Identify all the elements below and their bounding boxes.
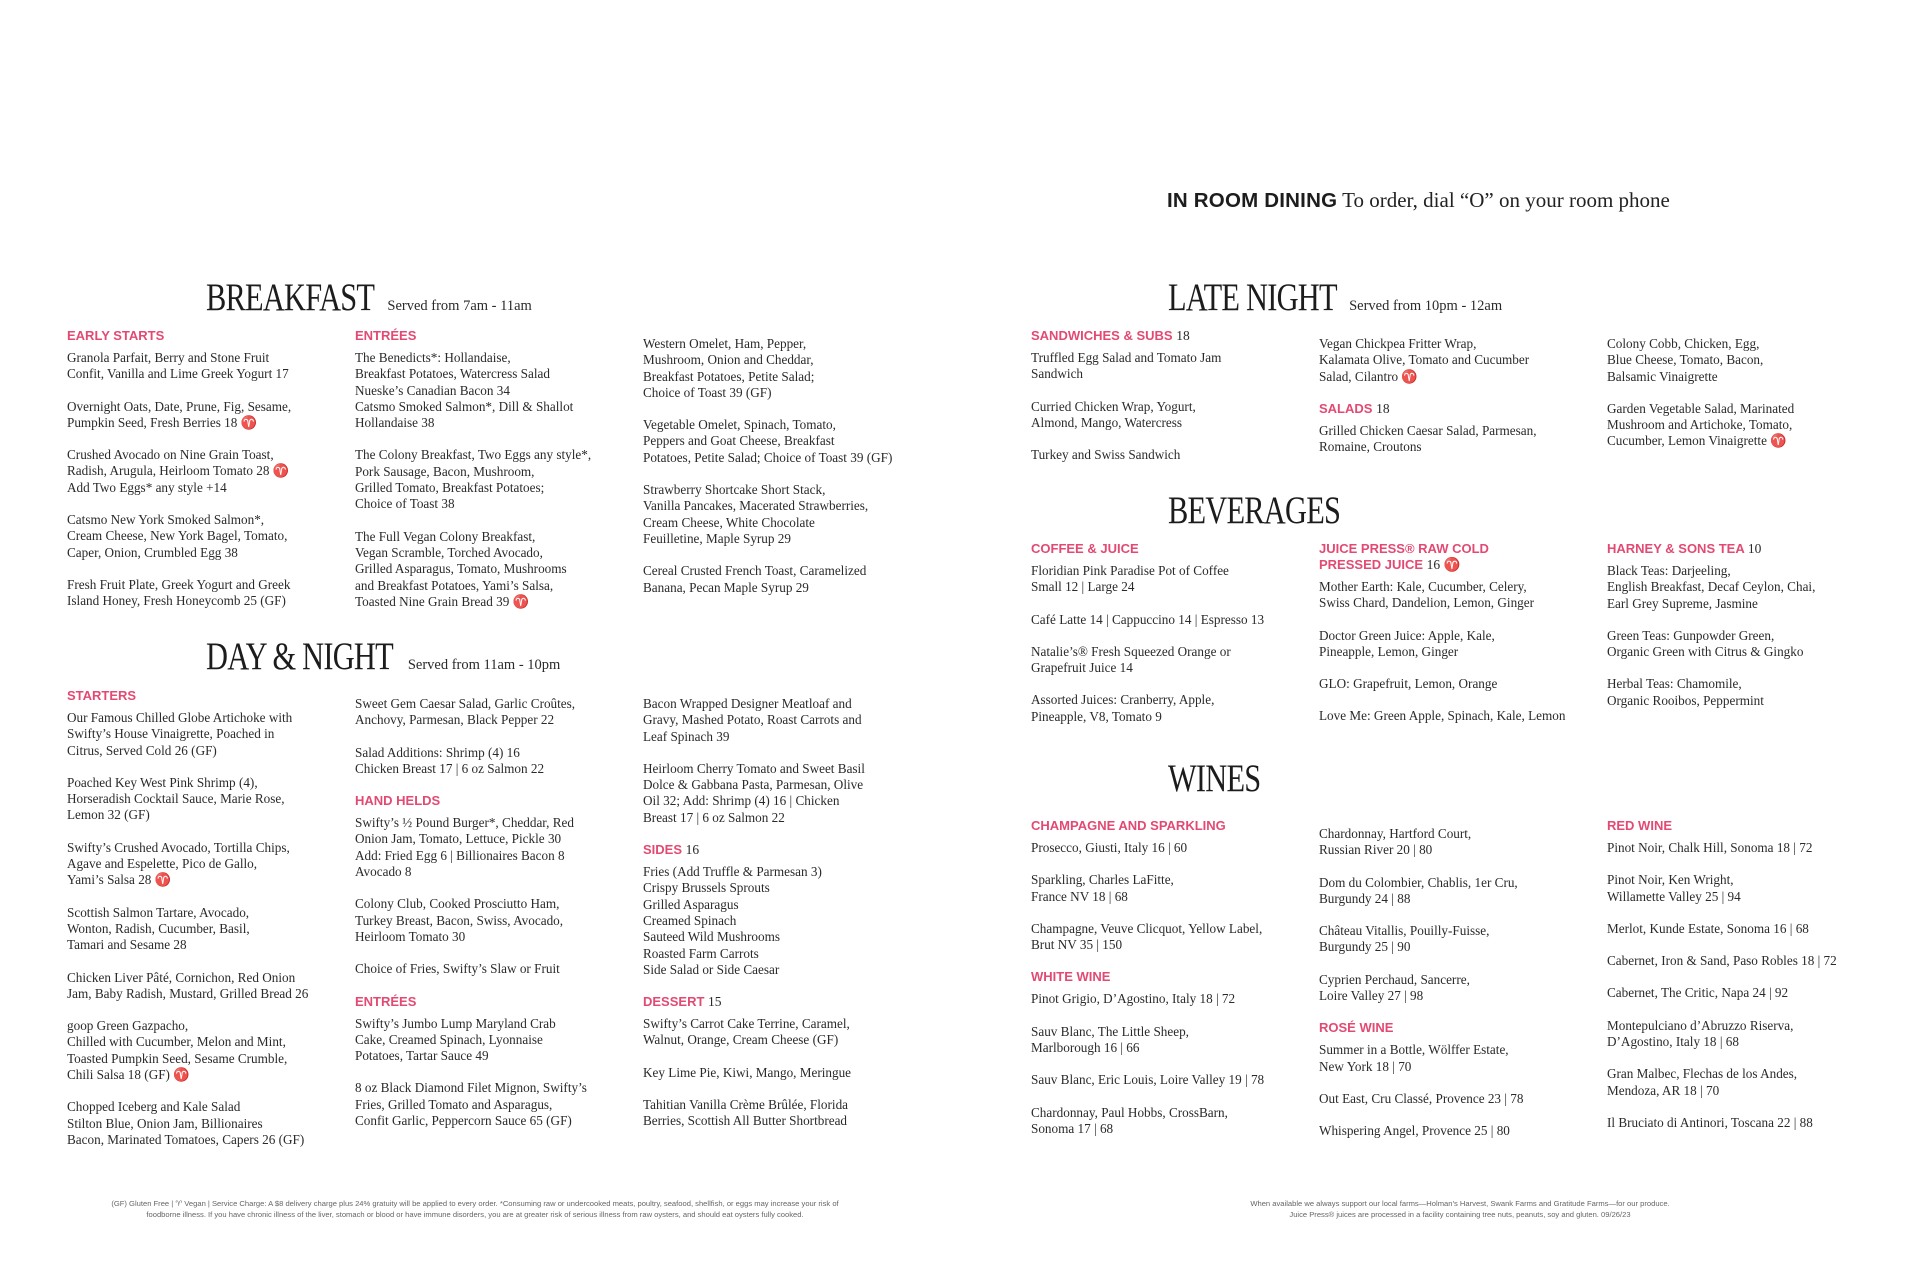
menu-item: Tahitian Vanilla Crème Brûlée, Florida Berries, Scottish All Butter Shortbread xyxy=(643,1097,849,1129)
category-label: ROSÉ WINE xyxy=(1319,1020,1394,1036)
day-night-title xyxy=(206,634,604,679)
menu-item: Scottish Salmon Tartare, Avocado, Wonton, Radish, Cucumber, Basil, Tamari and Sesame 28 xyxy=(67,904,250,953)
menu-item: Montepulciano d’Abruzzo Riserva, D’Agostino, Italy 18 | 68 xyxy=(1607,1017,1794,1050)
menu-item: Vegetable Omelet, Spinach, Tomato, Peppers and Goat Cheese, Breakfast Potatoes, Petite Salad; Choice of Toast 39 (GF) xyxy=(643,417,893,465)
menu-item: Turkey and Swiss Sandwich xyxy=(1031,447,1181,463)
category-label: STARTERS xyxy=(67,688,137,703)
late-night-column-2 xyxy=(1319,336,1589,471)
category-label: RED WINE xyxy=(1607,818,1672,833)
wines-heading: WINES xyxy=(1168,757,1261,800)
menu-item: The Full Vegan Colony Breakfast, Vegan Scramble, Torched Avocado, Grilled Asparagus, Tomato, Mushrooms and Breakfast Potatoes, Yami’s Salsa, Toasted Nine Grain Bread 39 ♈ xyxy=(355,528,567,609)
menu-item: Poached Key West Pink Shrimp (4), Horseradish Cocktail Sauce, Marie Rose, Lemon 32 (GF) xyxy=(67,774,285,823)
menu-item: Western Omelet, Ham, Pepper, Mushroom, Onion and Cheddar, Breakfast Potatoes, Petite Salad; Choice of Toast 39 (GF) xyxy=(643,336,815,400)
breakfast-entrees xyxy=(355,328,625,626)
menu-item: Out East, Cru Classé, Provence 23 | 78 xyxy=(1319,1090,1524,1106)
wines-title xyxy=(1168,756,1286,801)
category-label: COFFEE & JUICE xyxy=(1031,541,1139,556)
breakfast-hours: Served from 7am - 11am xyxy=(387,298,532,314)
category-label: ENTRÉES xyxy=(355,328,417,343)
menu-item: Choice of Fries, Swifty’s Slaw or Fruit xyxy=(355,961,560,977)
menu-item: GLO: Grapefruit, Lemon, Orange xyxy=(1319,676,1498,692)
beverages-heading: BEVERAGES xyxy=(1168,489,1341,532)
beverages-tea xyxy=(1607,541,1877,725)
menu-item: The Colony Breakfast, Two Eggs any style*, Pork Sausage, Bacon, Mushroom, Grilled Tomato, Breakfast Potatoes; Choice of Toast 38 xyxy=(355,447,592,512)
menu-item: Colony Club, Cooked Prosciutto Ham, Turkey Breast, Bacon, Swiss, Avocado, Heirloom Tomato 30 xyxy=(355,896,564,944)
menu-item: Swifty’s Carrot Cake Terrine, Caramel, Walnut, Orange, Cream Cheese (GF) xyxy=(643,1016,850,1048)
category-label: ENTRÉES xyxy=(355,993,417,1009)
category-label: CHAMPAGNE AND SPARKLING xyxy=(1031,818,1226,833)
breakfast-title xyxy=(206,275,572,320)
menu-item: Prosecco, Giusti, Italy 16 | 60 xyxy=(1031,840,1188,855)
beverages-title xyxy=(1168,488,1389,533)
menu-item: Granola Parfait, Berry and Stone Fruit Confit, Vanilla and Lime Greek Yogurt 17 xyxy=(67,350,289,382)
menu-item: Fresh Fruit Plate, Greek Yogurt and Greek Island Honey, Fresh Honeycomb 25 (GF) xyxy=(67,576,291,609)
category-label: WHITE WINE xyxy=(1031,969,1111,985)
category-label: HAND HELDS xyxy=(355,793,441,809)
menu-item: Dom du Colombier, Chablis, 1er Cru, Burgundy 24 | 88 xyxy=(1319,874,1518,906)
menu-item: Green Teas: Gunpowder Green, Organic Green with Citrus & Gingko xyxy=(1607,627,1804,660)
late-night-sandwiches xyxy=(1031,328,1301,479)
menu-item: Curried Chicken Wrap, Yogurt, Almond, Mango, Watercress xyxy=(1031,398,1196,430)
beverages-coffee-juice xyxy=(1031,541,1301,741)
menu-item: Swifty’s ½ Pound Burger*, Cheddar, Red Onion Jam, Tomato, Lettuce, Pickle 30 Add: Fried Egg 6 | Billionaires Bacon 8 Avocado 8 xyxy=(355,815,575,880)
menu-item: Gran Malbec, Flechas de los Andes, Mendoza, AR 18 | 70 xyxy=(1607,1066,1798,1098)
menu-item: Love Me: Green Apple, Spinach, Kale, Lemon xyxy=(1319,708,1566,724)
day-night-column-2 xyxy=(355,696,625,1145)
footer-right-note: When available we always support our local farms—Holman’s Harvest, Swank Farms and Gratitude Farms—for our produce. Juice Press® juices are processed in a facility containing tree nuts, peanuts, soy and gluten. 09/26/23 xyxy=(1250,1199,1670,1219)
day-night-starters xyxy=(67,688,337,1164)
menu-item: Summer in a Bottle, Wölffer Estate, New York 18 | 70 xyxy=(1319,1042,1509,1074)
menu-item: Doctor Green Juice: Apple, Kale, Pineapple, Lemon, Ginger xyxy=(1319,627,1495,659)
menu-item: Assorted Juices: Cranberry, Apple, Pineapple, V8, Tomato 9 xyxy=(1031,692,1215,724)
category-label: EARLY STARTS xyxy=(67,328,165,343)
menu-item: Château Vitallis, Pouilly-Fuisse, Burgundy 25 | 90 xyxy=(1319,923,1490,955)
day-night-column-3 xyxy=(643,696,933,1146)
dessert-label: DESSERT 15 xyxy=(643,994,722,1010)
menu-item: Garden Vegetable Salad, Marinated Mushroom and Artichoke, Tomato, Cucumber, Lemon Vinaigrette ♈ xyxy=(1607,400,1795,449)
menu-item: Cabernet, Iron & Sand, Paso Robles 18 | 72 xyxy=(1607,953,1837,969)
menu-item: Grilled Chicken Caesar Salad, Parmesan, Romaine, Croutons xyxy=(1319,422,1537,455)
day-night-hours: Served from 11am - 10pm xyxy=(407,657,561,673)
sides-label: SIDES 16 xyxy=(643,842,700,858)
menu-item: Swifty’s Jumbo Lump Maryland Crab Cake, Creamed Spinach, Lyonnaise Potatoes, Tartar Sauce 49 xyxy=(355,1015,556,1064)
wines-column-1 xyxy=(1031,818,1301,1153)
menu-item: Salad Additions: Shrimp (4) 16 Chicken Breast 17 | 6 oz Salmon 22 xyxy=(355,744,545,776)
menu-item: goop Green Gazpacho, Chilled with Cucumber, Melon and Mint, Toasted Pumpkin Seed, Sesame Crumble, Chili Salsa 18 (GF) ♈ xyxy=(67,1018,288,1083)
sides-list: Fries (Add Truffle & Parmesan 3) Crispy Brussels Sprouts Grilled Asparagus Creamed Spinach Sauteed Wild Mushrooms Roasted Farm Carrots Side Salad or Side Caesar xyxy=(643,864,822,977)
juice-press-label: JUICE PRESS® RAW COLD PRESSED JUICE 16 ♈ xyxy=(1319,541,1489,572)
breakfast-column-3 xyxy=(643,336,933,612)
late-night-title xyxy=(1168,275,1543,320)
menu-item: Floridian Pink Paradise Pot of Coffee Small 12 | Large 24 xyxy=(1031,563,1229,595)
menu-item: Chardonnay, Paul Hobbs, CrossBarn, Sonoma 17 | 68 xyxy=(1031,1104,1228,1136)
menu-item: Café Latte 14 | Cappuccino 14 | Espresso 13 xyxy=(1031,611,1265,627)
menu-item: Chardonnay, Hartford Court, Russian River 20 | 80 xyxy=(1319,826,1472,858)
menu-item: Champagne, Veuve Clicquot, Yellow Label, Brut NV 35 | 150 xyxy=(1031,920,1263,953)
menu-item: Black Teas: Darjeeling, English Breakfast, Decaf Ceylon, Chai, Earl Grey Supreme, Jasmine xyxy=(1607,563,1816,611)
menu-item: Pinot Grigio, D’Agostino, Italy 18 | 72 xyxy=(1031,991,1236,1007)
tea-label: HARNEY & SONS TEA 10 xyxy=(1607,541,1762,556)
menu-item: Il Bruciato di Antinori, Toscana 22 | 88 xyxy=(1607,1114,1813,1130)
footer-left-disclaimer: (GF) Gluten Free | ♈ Vegan | Service Charge: A $8 delivery charge plus 24% gratuity will be applied to every order. *Consuming raw or undercooked meats, poultry, seafood, shellfish, or eggs may increase your risk of foodborne illness. If you have chronic illness of the liver, stomach or blood or have immune disorders, you are at greater risk of serious illness from raw oysters, and should eat oysters fully cooked. xyxy=(111,1199,839,1219)
menu-item: Key Lime Pie, Kiwi, Mango, Meringue xyxy=(643,1064,852,1080)
menu-item: Sauv Blanc, Eric Louis, Loire Valley 19 | 78 xyxy=(1031,1072,1265,1088)
menu-item: Strawberry Shortcake Short Stack, Vanilla Pancakes, Macerated Strawberries, Cream Cheese, White Chocolate Feuilletine, Maple Syrup 29 xyxy=(643,482,869,546)
in-room-dining-header xyxy=(1167,188,1867,213)
menu-item: Chicken Liver Pâté, Cornichon, Red Onion Jam, Baby Radish, Mustard, Grilled Bread 26 xyxy=(67,969,309,1001)
late-night-heading: LATE NIGHT xyxy=(1168,276,1337,319)
menu-item: Cyprien Perchaud, Sancerre, Loire Valley 27 | 98 xyxy=(1319,971,1470,1004)
menu-item: Truffled Egg Salad and Tomato Jam Sandwich xyxy=(1031,350,1222,382)
menu-item: Chopped Iceberg and Kale Salad Stilton Blue, Onion Jam, Billionaires Bacon, Marinated Tomatoes, Capers 26 (GF) xyxy=(67,1099,305,1147)
wines-column-3 xyxy=(1607,818,1887,1147)
menu-item: Whispering Angel, Provence 25 | 80 xyxy=(1319,1123,1510,1139)
menu-item: Herbal Teas: Chamomile, Organic Rooibos, Peppermint xyxy=(1607,676,1764,708)
menu-item: Pinot Noir, Chalk Hill, Sonoma 18 | 72 xyxy=(1607,840,1813,855)
menu-item: Sauv Blanc, The Little Sheep, Marlborough 16 | 66 xyxy=(1031,1023,1189,1056)
menu-item: Vegan Chickpea Fritter Wrap, Kalamata Olive, Tomato and Cucumber Salad, Cilantro ♈ xyxy=(1319,336,1530,384)
late-night-hours: Served from 10pm - 12am xyxy=(1349,298,1503,314)
menu-item: Pinot Noir, Ken Wright, Willamette Valley 25 | 94 xyxy=(1607,872,1741,904)
menu-item: Bacon Wrapped Designer Meatloaf and Gravy, Mashed Potato, Roast Carrots and Leaf Spinach 39 xyxy=(643,696,862,744)
beverages-juice-press xyxy=(1319,541,1589,741)
menu-item: Swifty’s Crushed Avocado, Tortilla Chips, Agave and Espelette, Pico de Gallo, Yami’s Salsa 28 ♈ xyxy=(67,839,290,888)
breakfast-heading: BREAKFAST xyxy=(206,276,375,319)
menu-item: Mother Earth: Kale, Cucumber, Celery, Swiss Chard, Dandelion, Lemon, Ginger xyxy=(1319,579,1534,611)
breakfast-early-starts xyxy=(67,328,337,626)
menu-item: Overnight Oats, Date, Prune, Fig, Sesame, Pumpkin Seed, Fresh Berries 18 ♈ xyxy=(67,398,292,430)
late-night-column-3 xyxy=(1607,336,1877,466)
day-night-heading: DAY & NIGHT xyxy=(206,635,393,678)
header-title: IN ROOM DINING xyxy=(1167,189,1338,212)
sandwiches-label: SANDWICHES & SUBS 18 xyxy=(1031,328,1190,343)
menu-item: Catsmo New York Smoked Salmon*, Cream Cheese, New York Bagel, Tomato, Caper, Onion, Crumbled Egg 38 xyxy=(67,512,288,560)
salads-label: SALADS 18 xyxy=(1319,400,1390,416)
menu-item: Crushed Avocado on Nine Grain Toast, Radish, Arugula, Heirloom Tomato 28 ♈ Add Two Eggs* any style +14 xyxy=(67,447,290,495)
menu-item: Cereal Crusted French Toast, Caramelized Banana, Pecan Maple Syrup 29 xyxy=(643,563,867,595)
menu-item: Merlot, Kunde Estate, Sonoma 16 | 68 xyxy=(1607,920,1809,936)
menu-item: The Benedicts*: Hollandaise, Breakfast Potatoes, Watercress Salad Nueske’s Canadian Bacon 34 Catsmo Smoked Salmon*, Dill & Shallot Hollandaise 38 xyxy=(355,350,574,431)
menu-item: Cabernet, The Critic, Napa 24 | 92 xyxy=(1607,985,1789,1001)
menu-item: Natalie’s® Fresh Squeezed Orange or Grapefruit Juice 14 xyxy=(1031,643,1231,676)
header-instructions: To order, dial “O” on your room phone xyxy=(1337,188,1670,212)
menu-item: Our Famous Chilled Globe Artichoke with Swifty’s House Vinaigrette, Poached in Citrus, Served Cold 26 (GF) xyxy=(67,710,293,758)
menu-item: Heirloom Cherry Tomato and Sweet Basil Dolce & Gabbana Pasta, Parmesan, Olive Oil 32; Add: Shrimp (4) 16 | Chicken Breast 17 | 6 oz Salmon 22 xyxy=(643,760,865,825)
menu-item: Sweet Gem Caesar Salad, Garlic Croûtes, Anchovy, Parmesan, Black Pepper 22 xyxy=(355,696,576,728)
menu-item: Sparkling, Charles LaFitte, France NV 18 | 68 xyxy=(1031,872,1174,904)
menu-item: Colony Cobb, Chicken, Egg, Blue Cheese, Tomato, Bacon, Balsamic Vinaigrette xyxy=(1607,336,1764,384)
wines-column-2 xyxy=(1319,826,1589,1156)
menu-item: 8 oz Black Diamond Filet Mignon, Swifty’s Fries, Grilled Tomato and Asparagus, Confit Garlic, Peppercorn Sauce 65 (GF) xyxy=(355,1080,587,1129)
